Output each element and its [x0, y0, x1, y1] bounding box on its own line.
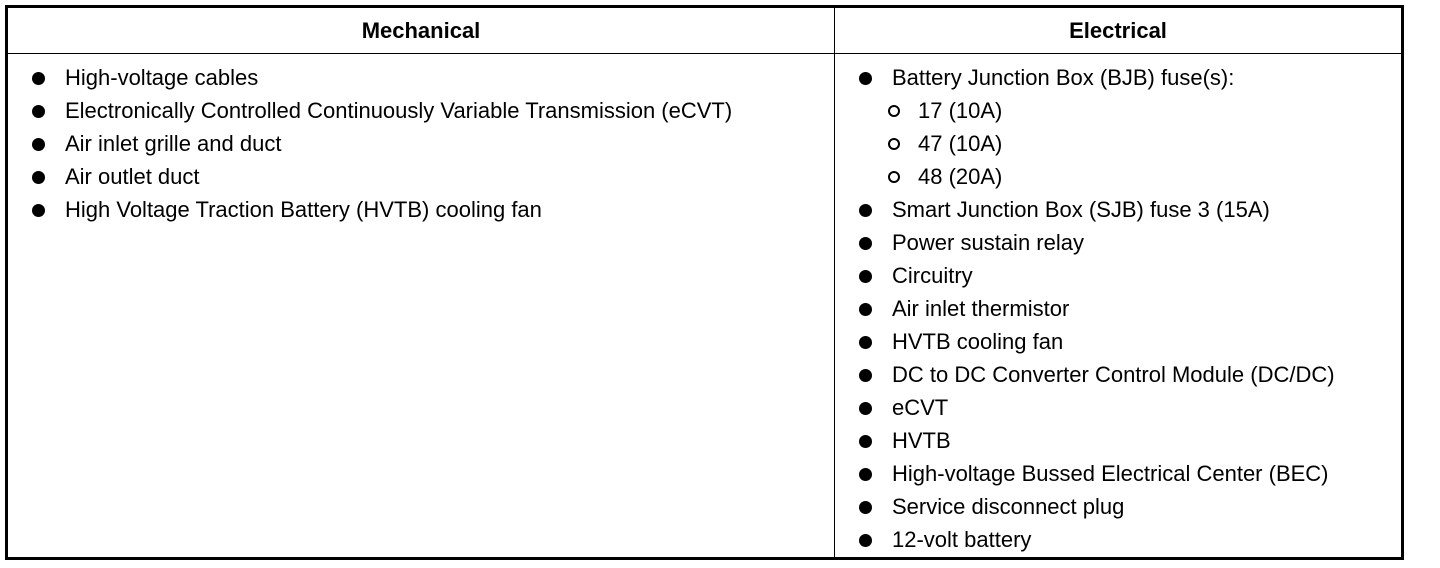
bullet-icon: [32, 105, 45, 118]
sub-list-item-text: 17 (10A): [918, 98, 1003, 123]
list-item: [835, 362, 1401, 395]
list-item-text: DC to DC Converter Control Module (DC/DC): [892, 362, 1335, 387]
bullet-icon: [32, 171, 45, 184]
list-item: [8, 98, 834, 131]
list-item-text: High Voltage Traction Battery (HVTB) cooling fan: [65, 197, 542, 222]
bjb-fuse-list: [870, 91, 1401, 197]
list-item-text: Battery Junction Box (BJB) fuse(s):: [892, 65, 1235, 90]
sub-list-item-text: 47 (10A): [918, 131, 1003, 156]
list-item: [8, 131, 834, 164]
list-item-text: Electronically Controlled Continuously Variable Transmission (eCVT): [65, 98, 733, 123]
list-item-text: High-voltage cables: [65, 65, 259, 90]
sub-bullet-icon: [888, 171, 900, 183]
sub-bullet-icon: [888, 138, 900, 150]
bullet-icon: [859, 270, 872, 283]
list-item-text: eCVT: [892, 395, 949, 420]
list-item-text: HVTB: [892, 428, 951, 453]
electrical-header: Electrical: [835, 8, 1402, 54]
inspection-table-frame: [5, 5, 1404, 560]
visual-inspection-table: [8, 8, 1401, 560]
list-item: [835, 263, 1401, 296]
list-item: [835, 296, 1401, 329]
list-item-bjb: [835, 65, 1401, 197]
list-item-text: Air inlet grille and duct: [65, 131, 282, 156]
bullet-icon: [32, 204, 45, 217]
bullet-icon: [32, 138, 45, 151]
list-item-text: 12-volt battery: [892, 527, 1032, 552]
list-item: [8, 65, 834, 98]
mechanical-list: [8, 54, 834, 230]
list-item: [835, 428, 1401, 461]
bullet-icon: [859, 303, 872, 316]
list-item: [835, 461, 1401, 494]
content-row: [8, 54, 1401, 561]
sub-list-item: [870, 131, 1401, 164]
mechanical-cell: [8, 54, 835, 561]
list-item: [8, 164, 834, 197]
list-item-text: Air outlet duct: [65, 164, 200, 189]
bullet-icon: [859, 501, 872, 514]
sub-list-item: [870, 98, 1401, 131]
bullet-icon: [859, 237, 872, 250]
bullet-icon: [32, 72, 45, 85]
bullet-icon: [859, 402, 872, 415]
bullet-icon: [859, 534, 872, 547]
list-item: [835, 329, 1401, 362]
bullet-icon: [859, 435, 872, 448]
sub-list-item-text: 48 (20A): [918, 164, 1003, 189]
bullet-icon: [859, 204, 872, 217]
electrical-list: [835, 54, 1401, 560]
list-item-text: High-voltage Bussed Electrical Center (BEC): [892, 461, 1329, 486]
list-item-text: Air inlet thermistor: [892, 296, 1070, 321]
bullet-icon: [859, 336, 872, 349]
list-item-text: Smart Junction Box (SJB) fuse 3 (15A): [892, 197, 1270, 222]
list-item: [835, 230, 1401, 263]
electrical-cell: [835, 54, 1402, 561]
bullet-icon: [859, 468, 872, 481]
list-item: [8, 197, 834, 230]
list-item-text: HVTB cooling fan: [892, 329, 1064, 354]
mechanical-header: Mechanical: [8, 8, 835, 54]
list-item: [835, 197, 1401, 230]
list-item-text: Power sustain relay: [892, 230, 1084, 255]
sub-list-item: [870, 164, 1401, 197]
bullet-icon: [859, 369, 872, 382]
list-item: [835, 395, 1401, 428]
sub-bullet-icon: [888, 105, 900, 117]
header-row: [8, 8, 1401, 54]
list-item: [835, 527, 1401, 560]
list-item-text: Service disconnect plug: [892, 494, 1125, 519]
list-item: [835, 494, 1401, 527]
bullet-icon: [859, 72, 872, 85]
list-item-text: Circuitry: [892, 263, 973, 288]
